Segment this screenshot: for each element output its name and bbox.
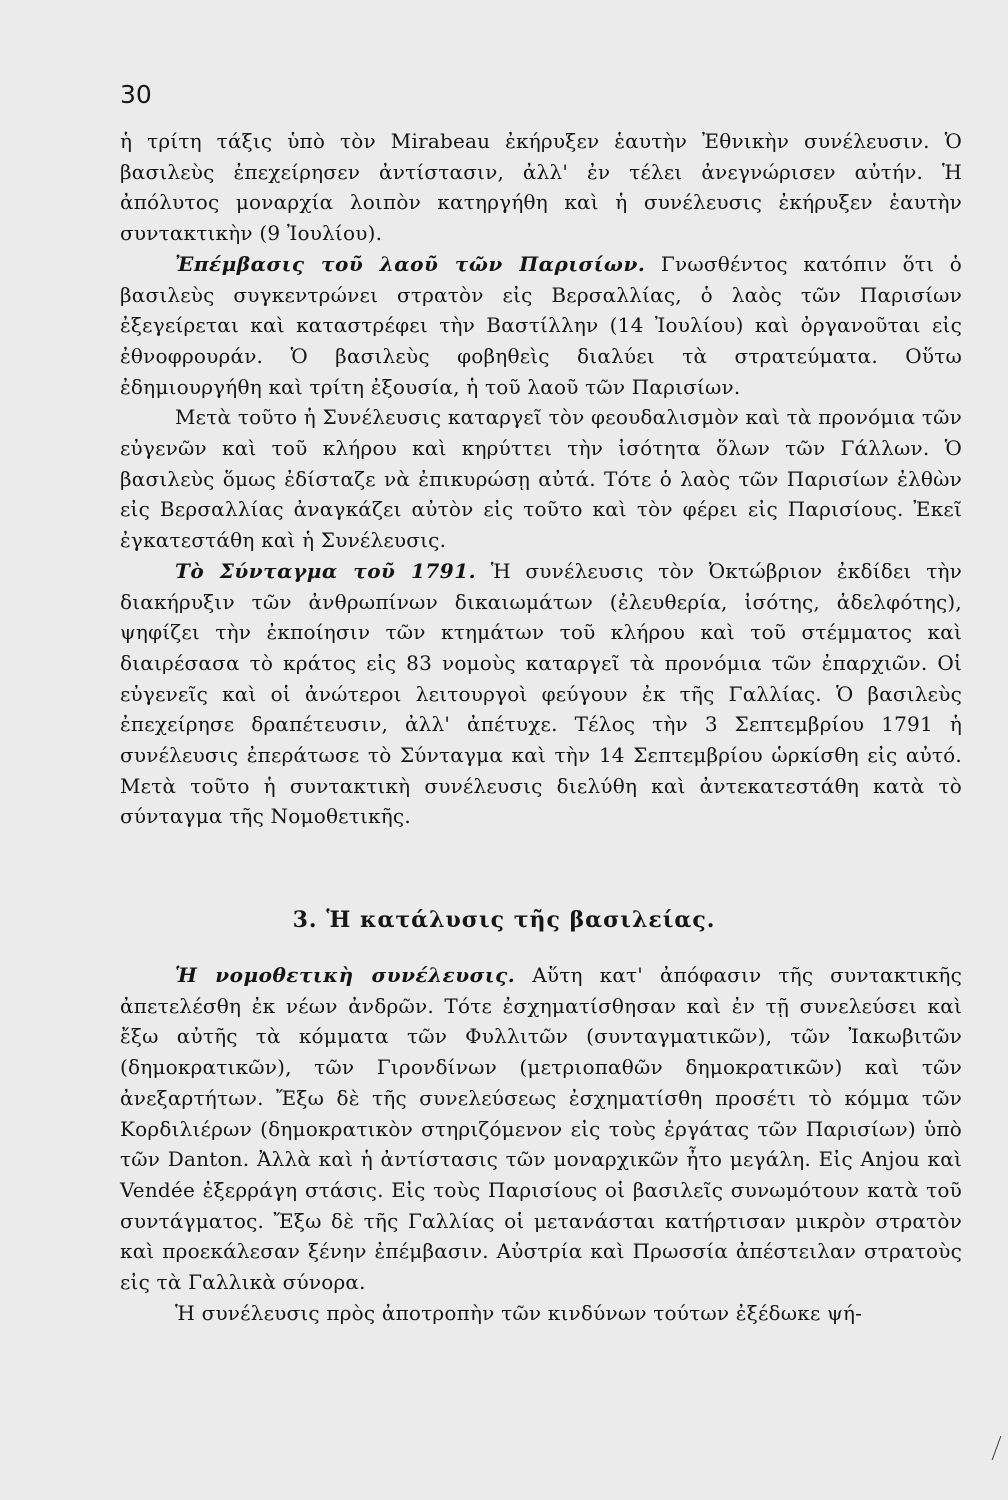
paragraph-feudalism-abolished: Μετὰ τοῦτο ἡ Συνέλευσις καταργεῖ τὸν φεουδαλισμὸν καὶ τὰ προνόμια τῶν εὐγενῶν καὶ τοῦ κλήρου καὶ κηρύττει τὴν ἰσότητα ὅλων τῶν Γάλλων. Ὁ βασιλεὺς ὅμως ἐδίσταζε νὰ ἐπικυρώσῃ αὐτά. Τότε ὁ λαὸς τῶν Παρισίων ἐλθὼν εἰς Βερσαλλίας ἀναγκάζει αὐτὸν εἰς τοῦτο καὶ τὸν φέρει εἰς Παρισίους. Ἐκεῖ ἐγκατεστάθη καὶ ἡ Συνέλευσις. — [120, 405, 962, 553]
paragraph-parisian-intervention — [120, 249, 962, 403]
paragraph-constitution-1791 — [120, 556, 962, 832]
paragraph-national-assembly: ἡ τρίτη τάξις ὑπὸ τὸν Mirabeau ἐκήρυξεν ἑαυτὴν Ἐθνικὴν συνέλευσιν. Ὁ βασιλεὺς ἐπεχείρησεν ἀντίστασιν, ἀλλ' ἐν τέλει ἀνεγνώρισεν αὐτήν. Ἡ ἀπόλυτος μοναρχία λοιπὸν κατηργήθη καὶ ἡ συνέλευσις ἐκήρυξεν ἑαυτὴν συντακτικὴν (9 Ἰουλίου). — [120, 129, 962, 246]
run-in-title-legislative: Ἡ νομοθετικὴ συνέλευσις. — [175, 963, 516, 987]
paragraph-text-legislative: Αὕτη κατ' ἀπόφασιν τῆς συντακτικῆς ἀπετελέσθη ἐκ νέων ἀνδρῶν. Τότε ἐσχηματίσθησαν καὶ ἐν τῇ συνελεύσει καὶ ἔξω αὐτῆς τὰ κόμματα τῶν Φυλλιτῶν (συνταγματικῶν), τῶν Ἰακωβιτῶν (δημοκρατικῶν), τῶν Γιρονδίνων (μετριοπαθῶν δημοκρατικῶν) καὶ τῶν ἀνεξαρτήτων. Ἔξω δὲ τῆς συνελεύσεως ἐσχηματίσθη προσέτι τὸ κόμμα τῶν Κορδιλιέρων (δημοκρατικὸν στηριζόμενον εἰς τοὺς ἐργάτας τῶν Παρισίων) ὑπὸ τῶν Danton. Ἀλλὰ καὶ ἡ ἀντίστασις τῶν μοναρχικῶν ἦτο μεγάλη. Εἰς Anjou καὶ Vendée ἐξερράγη στάσις. Εἰς τοὺς Παρισίους οἱ βασιλεῖς συνωμότουν κατὰ τοῦ συντάγματος. Ἔξω δὲ τῆς Γαλλίας οἱ μετανάσται κατήρτισαν μικρὸν στρατὸν καὶ προεκάλεσαν ξένην ἐπέμβασιν. Αὐστρία καὶ Πρωσσία ἀπέστειλαν στρατοὺς εἰς τὰ Γαλλικὰ σύνορα. — [120, 963, 963, 1295]
paragraph-assembly-response: Ἡ συνέλευσις πρὸς ἀποτροπὴν τῶν κινδύνων τούτων ἐξέδωκε ψή- — [175, 1300, 863, 1325]
paragraph-text-constitution: Ἡ συνέλευσις τὸν Ὀκτώβριον ἐκδίδει τὴν διακήρυξιν τῶν ἀνθρωπίνων δικαιωμάτων (ἐλευθερία, ἰσότης, ἀδελφότης), ψηφίζει τὴν ἐκποίησιν τῶν κτημάτων τοῦ κλήρου καὶ τοῦ στέμματος καὶ διαιρέσασα τὸ κράτος εἰς 83 νομοὺς καταργεῖ τὰ προνόμια τῶν ἐπαρχιῶν. Οἱ εὐγενεῖς καὶ οἱ ἀνώτεροι λειτουργοὶ φεύγουν ἐκ τῆς Γαλλίας. Ὁ βασιλεὺς ἐπεχείρησε δραπέτευσιν, ἀλλ' ἀπέτυχε. Τέλος τὴν 3 Σεπτεμβρίου 1791 ἡ συνέλευσις ἐπεράτωσε τὸ Σύνταγμα καὶ τὴν 14 Σεπτεμβρίου ὡρκίσθη εἰς αὐτό. Μετὰ τοῦτο ἡ συντακτικὴ συνέλευσις διελύθη καὶ ἀντεκατεστάθη κατὰ τὸ σύνταγμα τῆς Νομοθετικῆς. — [120, 558, 963, 829]
page-number: 30 — [120, 80, 152, 109]
section-heading: 3. Ἡ κατάλυσις τῆς βασιλείας. — [292, 907, 716, 933]
run-in-title-constitution: Τὸ Σύνταγμα τοῦ 1791. — [175, 558, 477, 583]
run-in-title-intervention: Ἐπέμβασις τοῦ λαοῦ τῶν Παρισίων. — [175, 251, 646, 276]
paragraph-legislative-assembly — [120, 960, 962, 1298]
section-3-body — [120, 960, 962, 1328]
paragraph-text-intervention: Γνωσθέντος κατόπιν ὅτι ὁ βασιλεὺς συγκεντρώνει στρατὸν εἰς Βερσαλλίας, ὁ λαὸς τῶν Παρισίων ἐξεγείρεται καὶ καταστρέφει τὴν Βαστίλλην (14 Ἰουλίου) καὶ ὀργανοῦται εἰς ἐθνοφρουράν. Ὁ βασιλεὺς φοβηθεὶς διαλύει τὰ στρατεύματα. Οὕτω ἐδημιουργήθη καὶ τρίτη ἐξουσία, ἡ τοῦ λαοῦ τῶν Παρισίων. — [120, 251, 962, 399]
section-2-continuation — [120, 126, 962, 832]
page-edge-mark — [978, 1436, 1002, 1460]
